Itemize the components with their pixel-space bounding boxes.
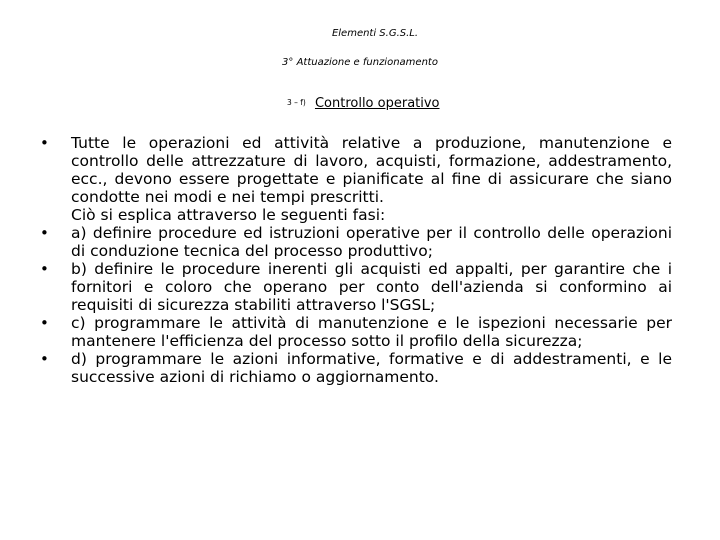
list-item — [40, 314, 672, 350]
list-item-text: d) programmare le azioni informative, formative e di addestramenti, e le successive azioni di richiamo o aggiornamento. — [71, 350, 672, 386]
bullet-icon: • — [40, 350, 49, 368]
list-item-text: Tutte le operazioni ed attività relative a produzione, manutenzione e controllo delle attrezzature di lavoro, acquisti, formazione, addestramento, ecc., devono essere progettate e pianificate al fine di assicurare che siano condotte nei modi e nei tempi prescritti. — [71, 134, 672, 206]
subsection-code: 3 – f) — [287, 98, 306, 107]
section-title: 3° Attuazione e funzionamento — [282, 57, 438, 68]
list-item — [40, 350, 672, 386]
document-title: Elementi S.G.S.L. — [331, 28, 419, 39]
list-item — [40, 224, 672, 260]
bullet-icon: • — [40, 260, 49, 278]
bullet-icon: • — [40, 224, 49, 242]
bullet-list — [40, 134, 672, 386]
list-item-text: a) definire procedure ed istruzioni operative per il controllo delle operazioni di conduzione tecnica del processo produttivo; — [71, 224, 672, 260]
list-item-text: Ciò si esplica attraverso le seguenti fasi: — [71, 206, 386, 224]
list-item-continuation — [40, 206, 672, 224]
subsection-heading — [287, 92, 440, 111]
bullet-icon: • — [40, 314, 49, 332]
bullet-icon: • — [40, 134, 49, 152]
list-item — [40, 134, 672, 206]
list-item — [40, 260, 672, 314]
subsection-title: Controllo operativo — [314, 96, 440, 111]
list-item-text: c) programmare le attività di manutenzione e le ispezioni necessarie per mantenere l'efficienza del processo sotto il profilo della sicurezza; — [71, 314, 672, 350]
list-item-text: b) definire le procedure inerenti gli acquisti ed appalti, per garantire che i fornitori e coloro che operano per conto dell'azienda si conformino ai requisiti di sicurezza stabiliti attraverso l'SGSL; — [71, 260, 672, 314]
